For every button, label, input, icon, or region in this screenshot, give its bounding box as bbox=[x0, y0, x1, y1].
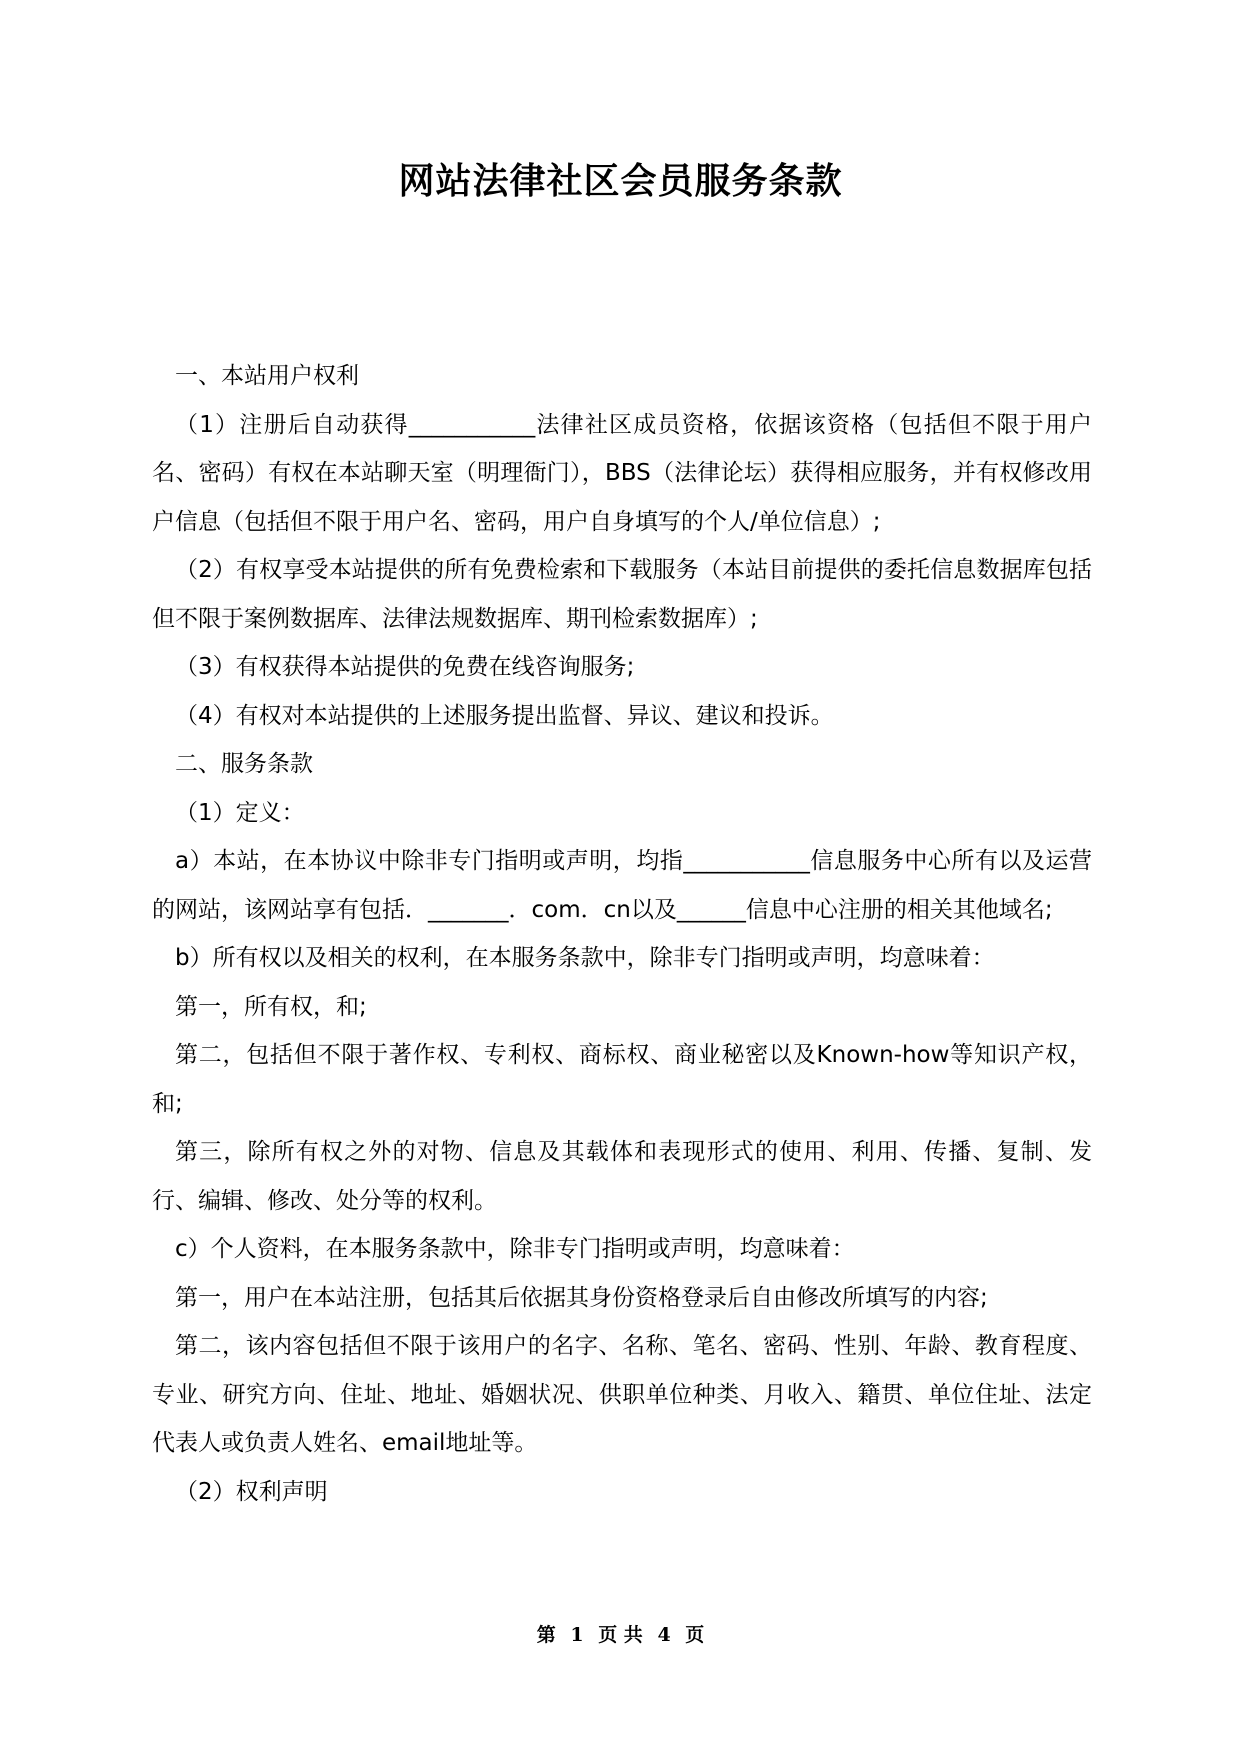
footer-suffix: 页 bbox=[685, 1624, 705, 1646]
paragraph: （3）有权获得本站提供的免费在线咨询服务; bbox=[175, 654, 635, 680]
paragraph: 第一，用户在本站注册，包括其后依据其身份资格登录后自由修改所填写的内容; bbox=[175, 1284, 988, 1311]
paragraph: （2）有权享受本站提供的所有免费检索和下载服务（本站目前提供的委托信息数据库包括但不限于案例数据库、法律法规数据库、期刊检索数据库）; bbox=[152, 557, 1092, 632]
paragraph: （1）定义： bbox=[175, 799, 305, 826]
paragraph: 第二，该内容包括但不限于该用户的名字、名称、笔名、密码、性别、年龄、教育程度、专业、研究方向、住址、地址、婚姻状况、供职单位种类、月收入、籍贯、单位住址、法定代表人或负责人姓名、email地址等。 bbox=[152, 1333, 1092, 1456]
page-footer bbox=[0, 1621, 1241, 1649]
footer-middle: 页 共 bbox=[598, 1624, 643, 1646]
paragraph: a）本站，在本协议中除非专门指明或声明，均指___________信息服务中心所有以及运营的网站，该网站享有包括．_______．com．cn以及______信息中心注册的相关其他域名; bbox=[152, 848, 1092, 923]
current-page-number: 1 bbox=[570, 1624, 584, 1646]
paragraph: （4）有权对本站提供的上述服务提出监督、异议、建议和投诉。 bbox=[175, 702, 834, 729]
document-body bbox=[152, 352, 1092, 1516]
paragraph: 第二，包括但不限于著作权、专利权、商标权、商业秘密以及Known-how等知识产权，和; bbox=[152, 1042, 1092, 1117]
document-title: 网站法律社区会员服务条款 bbox=[398, 161, 843, 202]
paragraph: 第一，所有权，和; bbox=[175, 993, 367, 1020]
paragraph: c）个人资料，在本服务条款中，除非专门指明或声明，均意味着： bbox=[175, 1236, 855, 1262]
total-page-number: 4 bbox=[657, 1624, 671, 1646]
section-heading-service-terms: 二、服务条款 bbox=[175, 751, 313, 777]
paragraph: b）所有权以及相关的权利，在本服务条款中，除非专门指明或声明，均意味着： bbox=[175, 945, 995, 971]
footer-prefix: 第 bbox=[536, 1624, 556, 1646]
section-heading-user-rights: 一、本站用户权利 bbox=[175, 363, 359, 389]
paragraph: 第三，除所有权之外的对物、信息及其载体和表现形式的使用、利用、传播、复制、发行、编辑、修改、处分等的权利。 bbox=[152, 1139, 1092, 1214]
paragraph: （1）注册后自动获得___________法律社区成员资格，依据该资格（包括但不限于用户名、密码）有权在本站聊天室（明理衙门），BBS（法律论坛）获得相应服务，并有权修改用户信息（包括但不限于用户名、密码，用户自身填写的个人/单位信息）; bbox=[152, 411, 1092, 535]
paragraph: （2）权利声明 bbox=[175, 1478, 328, 1505]
